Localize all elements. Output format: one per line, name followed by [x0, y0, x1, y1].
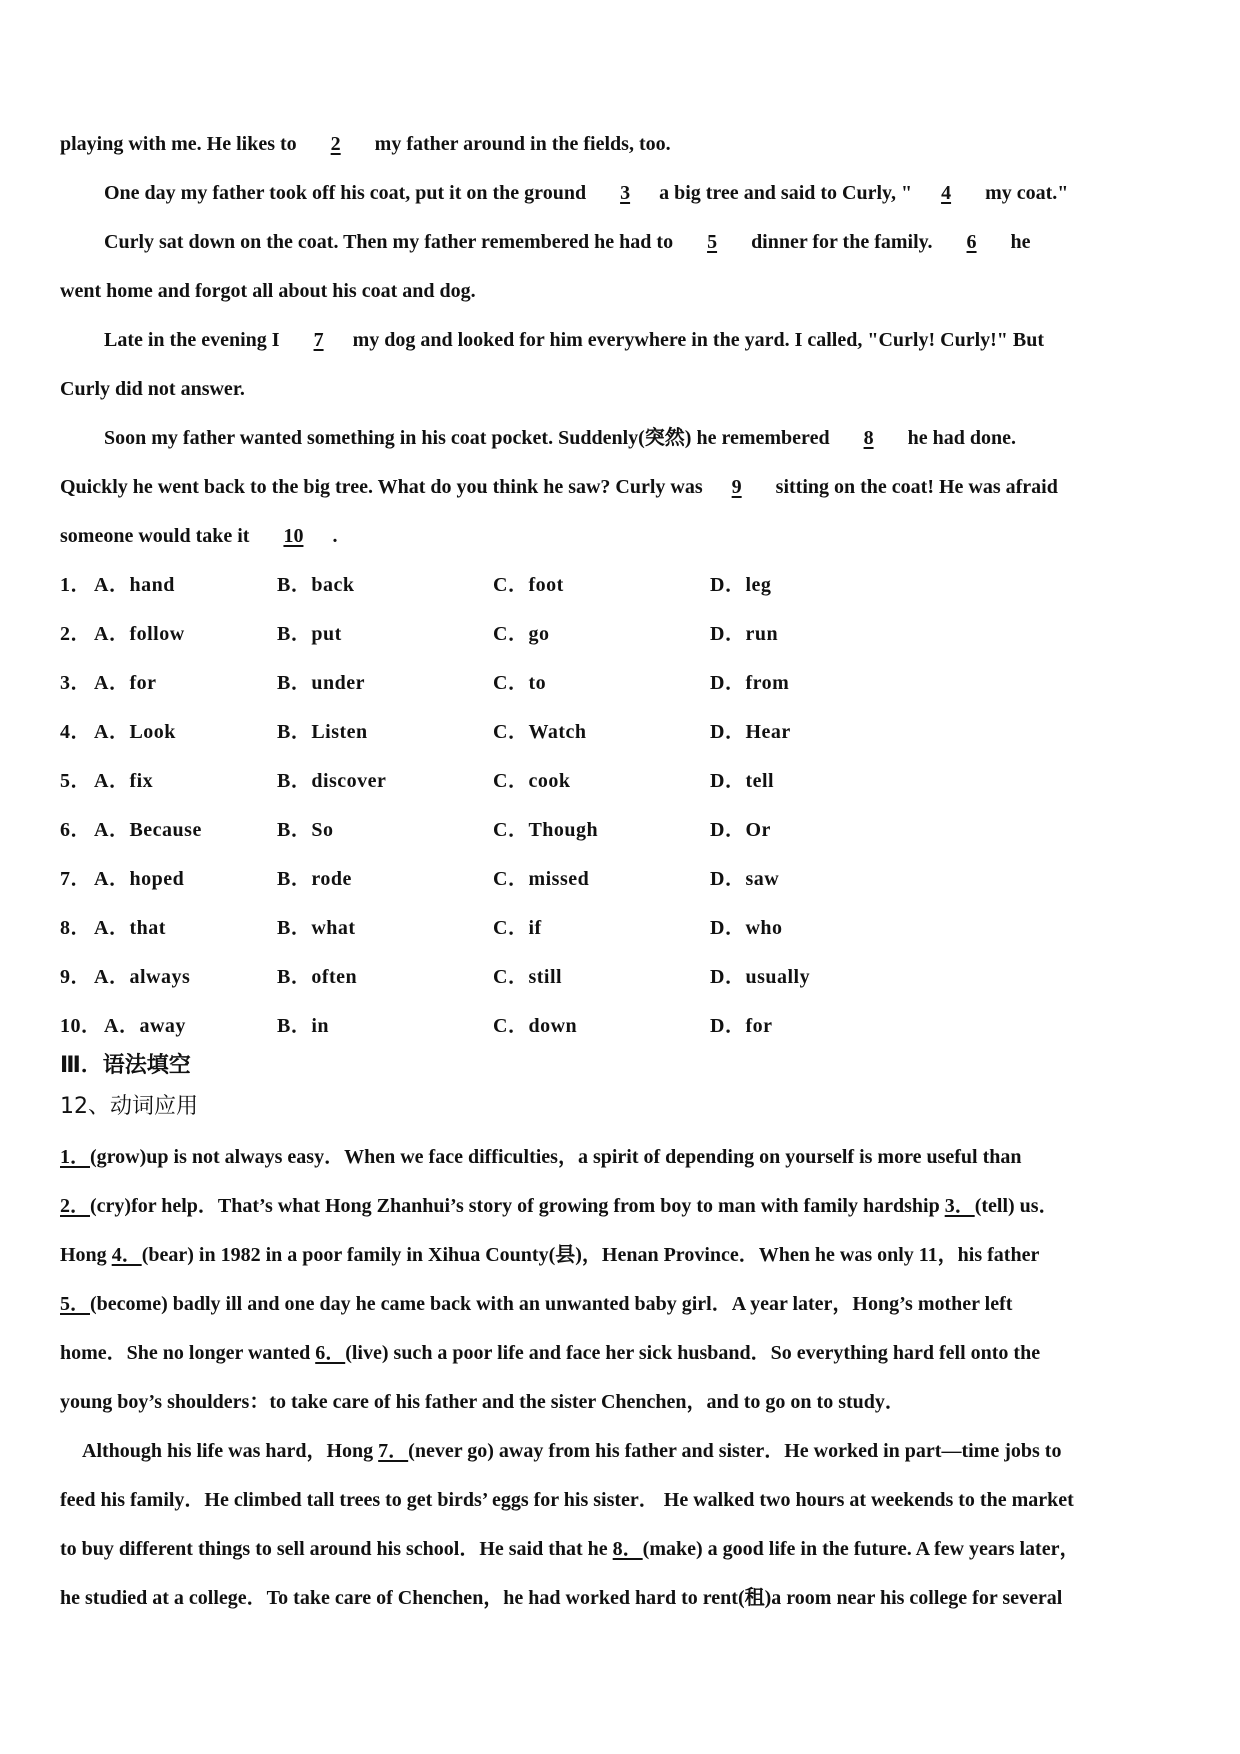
blank-6[interactable]: 6 [966, 231, 977, 253]
text: (never go) away from his father and sister．He worked in part—time jobs to [408, 1440, 1062, 1462]
text: (grow)up is not always easy．When we face difficulties，a spirit of depending on yourself is more useful than [90, 1146, 1022, 1168]
text: dinner for the family. [746, 231, 938, 253]
question-1-options [60, 570, 1060, 600]
text: (become) badly ill and one day he came back with an unwanted baby girl．A year later，Hong’s mother left [90, 1293, 1013, 1315]
option-b[interactable]: B．back [277, 574, 355, 596]
passage-line-4 [60, 1289, 1185, 1319]
option-d[interactable]: D．leg [710, 574, 772, 596]
text: . [332, 525, 338, 547]
question-7-options [60, 864, 1060, 894]
cloze-line-8 [60, 472, 1185, 502]
option-c[interactable]: C．to [493, 672, 547, 694]
blank-4[interactable]: 4 [941, 182, 952, 204]
passage-line-2 [60, 1191, 1185, 1221]
option-b[interactable]: B．put [277, 623, 342, 645]
question-2-options [60, 619, 1060, 649]
option-a[interactable]: A．hand [94, 574, 175, 596]
text: (bear) in 1982 in a poor family in Xihua County(县)，Henan Province．When he was only 11，his father [141, 1244, 1040, 1266]
text: Curly sat down on the coat. Then my father remembered he had to [104, 231, 679, 253]
text: (tell) us． [974, 1195, 1059, 1217]
option-b[interactable]: B．often [277, 966, 358, 988]
passage-line-6: young boy’s shoulders：to take care of his father and the sister Chenchen，and to go on to study． [60, 1391, 905, 1413]
option-b[interactable]: B．Listen [277, 721, 368, 743]
blank-1[interactable]: 1． [60, 1146, 90, 1168]
passage-line-7 [82, 1436, 1182, 1466]
section-heading: Ⅲ．语法填空 [60, 1053, 191, 1078]
question-number: 9． [60, 966, 91, 988]
option-c[interactable]: C．foot [493, 574, 564, 596]
text: my coat." [980, 182, 1069, 204]
blank-6[interactable]: 6． [315, 1342, 346, 1364]
option-a[interactable]: A．that [94, 917, 166, 939]
text: playing with me. He likes to [60, 133, 302, 155]
question-heading: 12、动词应用 [60, 1094, 198, 1119]
text: Hong [60, 1244, 112, 1266]
question-8-options [60, 913, 1060, 943]
option-c[interactable]: C．go [493, 623, 550, 645]
cloze-line-6: Curly did not answer. [60, 378, 245, 400]
option-c[interactable]: C．missed [493, 868, 590, 890]
option-d[interactable]: D．Or [710, 819, 771, 841]
text: my father around in the fields, too. [369, 133, 671, 155]
blank-9[interactable]: 9 [731, 476, 742, 498]
option-b[interactable]: B．discover [277, 770, 387, 792]
option-a[interactable]: A．Because [94, 819, 202, 841]
text: Although his life was hard，Hong [82, 1440, 379, 1462]
option-b[interactable]: B．in [277, 1015, 330, 1037]
option-a[interactable]: A．fix [94, 770, 154, 792]
option-c[interactable]: C．Though [493, 819, 599, 841]
option-a[interactable]: A．Look [94, 721, 176, 743]
question-3-options [60, 668, 1060, 698]
text: sitting on the coat! He was afraid [770, 476, 1058, 498]
blank-5[interactable]: 5 [707, 231, 718, 253]
blank-8[interactable]: 8． [612, 1538, 643, 1560]
question-number: 7． [60, 868, 91, 890]
blank-7[interactable]: 7 [313, 329, 324, 351]
option-a[interactable]: A．follow [94, 623, 185, 645]
blank-2[interactable]: 2 [330, 133, 341, 155]
passage-line-5 [60, 1338, 1185, 1368]
text: someone would take it [60, 525, 255, 547]
question-5-options [60, 766, 1060, 796]
cloze-line-1 [60, 129, 1185, 159]
passage-line-10: he studied at a college．To take care of Chenchen，he had worked hard to rent(租)a room near his college for several [60, 1587, 1063, 1609]
passage-line-8: feed his family．He climbed tall trees to get birds’ eggs for his sister． He walked two hours at weekends to the market [60, 1489, 1074, 1511]
option-d[interactable]: D．Hear [710, 721, 791, 743]
text: home．She no longer wanted [60, 1342, 316, 1364]
option-d[interactable]: D．run [710, 623, 779, 645]
cloze-line-9 [60, 521, 1185, 551]
question-4-options [60, 717, 1060, 747]
option-d[interactable]: D．from [710, 672, 790, 694]
option-c[interactable]: C．Watch [493, 721, 587, 743]
option-d[interactable]: D．tell [710, 770, 775, 792]
question-number: 3． [60, 672, 91, 694]
option-b[interactable]: B．So [277, 819, 334, 841]
cloze-line-7 [104, 423, 1184, 453]
blank-2[interactable]: 2． [60, 1195, 90, 1217]
question-number: 10． [60, 1015, 102, 1037]
question-number: 1． [60, 574, 91, 596]
cloze-line-3 [104, 227, 1184, 257]
passage-line-9 [60, 1534, 1185, 1564]
question-number: 2． [60, 623, 91, 645]
option-d[interactable]: D．saw [710, 868, 780, 890]
option-d[interactable]: D．for [710, 1015, 773, 1037]
option-a[interactable]: A．always [94, 966, 191, 988]
blank-3[interactable]: 3． [944, 1195, 975, 1217]
text: he had done. [902, 427, 1016, 449]
option-b[interactable]: B．rode [277, 868, 352, 890]
question-6-options [60, 815, 1060, 845]
blank-5[interactable]: 5． [60, 1293, 90, 1315]
text: Late in the evening I [104, 329, 285, 351]
text: (cry)for help．That’s what Hong Zhanhui’s story of growing from boy to man with family hardship [90, 1195, 945, 1217]
question-9-options [60, 962, 1060, 992]
cloze-line-5 [104, 325, 1184, 355]
option-c[interactable]: C．down [493, 1015, 578, 1037]
cloze-line-2 [104, 178, 1184, 208]
option-b[interactable]: B．what [277, 917, 356, 939]
text: Soon my father wanted something in his coat pocket. Suddenly(突然) he remembered [104, 427, 835, 449]
text: my dog and looked for him everywhere in the yard. I called, "Curly! Curly!" But [352, 329, 1045, 351]
passage-line-1 [60, 1142, 1185, 1172]
option-c[interactable]: C．cook [493, 770, 571, 792]
blank-3[interactable]: 3 [620, 182, 631, 204]
question-number: 5． [60, 770, 91, 792]
option-a[interactable]: A．for [94, 672, 157, 694]
text: One day my father took off his coat, put it on the ground [104, 182, 592, 204]
option-a[interactable]: A．hoped [94, 868, 185, 890]
question-10-options [60, 1011, 1060, 1041]
option-c[interactable]: C．if [493, 917, 542, 939]
text: he [1005, 231, 1031, 253]
text: (make) a good life in the future. A few years later， [642, 1538, 1080, 1560]
passage-line-3 [60, 1240, 1185, 1270]
option-b[interactable]: B．under [277, 672, 365, 694]
question-number: 6． [60, 819, 91, 841]
text: to buy different things to sell around his school．He said that he [60, 1538, 613, 1560]
option-d[interactable]: D．who [710, 917, 783, 939]
text: (live) such a poor life and face her sick husband．So everything hard fell onto the [345, 1342, 1041, 1364]
option-a[interactable]: A．away [104, 1015, 186, 1037]
question-number: 4． [60, 721, 91, 743]
text: Quickly he went back to the big tree. What do you think he saw? Curly was [60, 476, 703, 498]
question-number: 8． [60, 917, 91, 939]
blank-7[interactable]: 7． [378, 1440, 409, 1462]
cloze-line-4: went home and forgot all about his coat and dog. [60, 280, 476, 302]
blank-8[interactable]: 8 [863, 427, 874, 449]
blank-4[interactable]: 4． [111, 1244, 142, 1266]
option-c[interactable]: C．still [493, 966, 563, 988]
text: a big tree and said to Curly, " [659, 182, 913, 204]
blank-10[interactable]: 10 [283, 525, 304, 547]
option-d[interactable]: D．usually [710, 966, 811, 988]
